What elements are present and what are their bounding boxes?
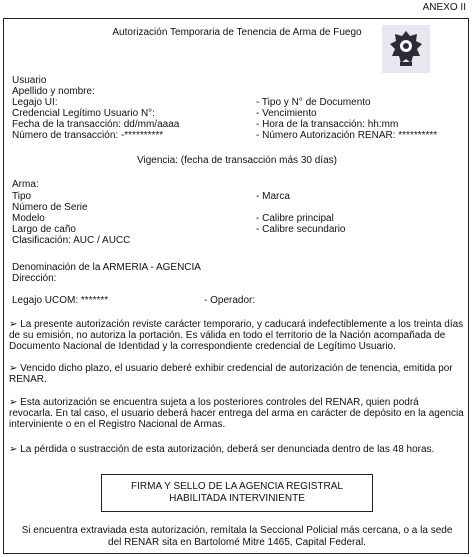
legajo-ucom-label: Legajo UCOM: ******* <box>12 295 109 306</box>
armeria-denominacion-label: Denominación de la ARMERIA - AGENCIA <box>12 262 201 273</box>
calibre-principal-label: - Calibre principal <box>256 213 334 224</box>
vigencia-text: Vigencia: (fecha de transacción más 30 días) <box>137 155 337 166</box>
clause-vencimiento: ➢ Vencido dicho plazo, el usuario deberé exhibir credencial de autorización de tenencia, emitida por RENAR. <box>9 363 464 385</box>
firma-line-1: FIRMA Y SELLO DE LA AGENCIA REGISTRAL <box>131 481 343 492</box>
annex-label: ANEXO II <box>422 2 466 13</box>
footer-note <box>4 525 470 549</box>
numero-transaccion-label: Número de transacción: -********** <box>12 130 164 141</box>
clause-controles: ➢ Esta autorización se encuentra sujeta a los posteriores controles del RENAR, quien podrá revocarla. En tal caso, el usuario deberá hacer entrega del arma en carácter de depósito en la agencia interviniente o en el Registro Nacional de Armas. <box>9 397 464 430</box>
form-title: Autorización Temporaria de Tenencia de Arma de Fuego <box>112 27 362 38</box>
numero-renar-label: - Número Autorización RENAR: ********** <box>256 130 438 141</box>
arma-heading: Arma: <box>12 179 39 190</box>
armeria-direccion-label: Dirección: <box>12 273 57 284</box>
credencial-label: Credencial Legítimo Usuario N°: <box>12 108 155 119</box>
fecha-transaccion-label: Fecha de la transacción: dd/mm/aaaa <box>12 119 180 130</box>
arma-tipo-label: Tipo <box>12 191 32 202</box>
coat-of-arms-seal-icon <box>382 25 430 73</box>
usuario-heading: Usuario <box>12 75 47 86</box>
hora-transaccion-label: - Hora de la transacción: hh:mm <box>256 119 399 130</box>
arma-serie-label: Número de Serie <box>12 202 88 213</box>
firma-line-2: HABILITADA INTERVINIENTE <box>169 493 305 504</box>
legajo-ui-label: Legajo UI: <box>12 97 58 108</box>
footer-line-1: Si encuentra extraviada esta autorización, remítala la Seccional Policial más cercana, o a la sede <box>21 525 453 536</box>
clause-temporaria: ➢ La presente autorización reviste carácter temporario, y caducará indefectiblemente a los treinta días de su emisión, no autoriza la portación. Es válida en todo el territorio de la Nación acompañada de Documento Nacional de Identidad y la correspondiente credencial de Legítimo Usuario. <box>9 319 464 352</box>
arma-marca-label: - Marca <box>256 191 290 202</box>
firma-sello-box <box>101 474 373 512</box>
clause-perdida: ➢ La pérdida o sustracción de esta autorización, deberá ser denunciada dentro de las 48 horas. <box>9 444 464 455</box>
authorization-form <box>3 18 469 554</box>
footer-line-2: del RENAR sita en Bartolomé Mitre 1465, Capital Federal. <box>108 537 366 548</box>
largo-cano-label: Largo de caño <box>12 224 76 235</box>
calibre-secundario-label: - Calibre secundario <box>256 224 346 235</box>
nombre-label: Apellido y nombre: <box>12 86 95 97</box>
arma-modelo-label: Modelo <box>12 213 45 224</box>
operador-label: - Operador: <box>204 295 256 306</box>
clasificacion-label: Clasificación: AUC / AUCC <box>12 235 131 246</box>
vencimiento-label: - Vencimiento <box>256 108 317 119</box>
tipo-documento-label: - Tipo y N° de Documento <box>256 97 371 108</box>
